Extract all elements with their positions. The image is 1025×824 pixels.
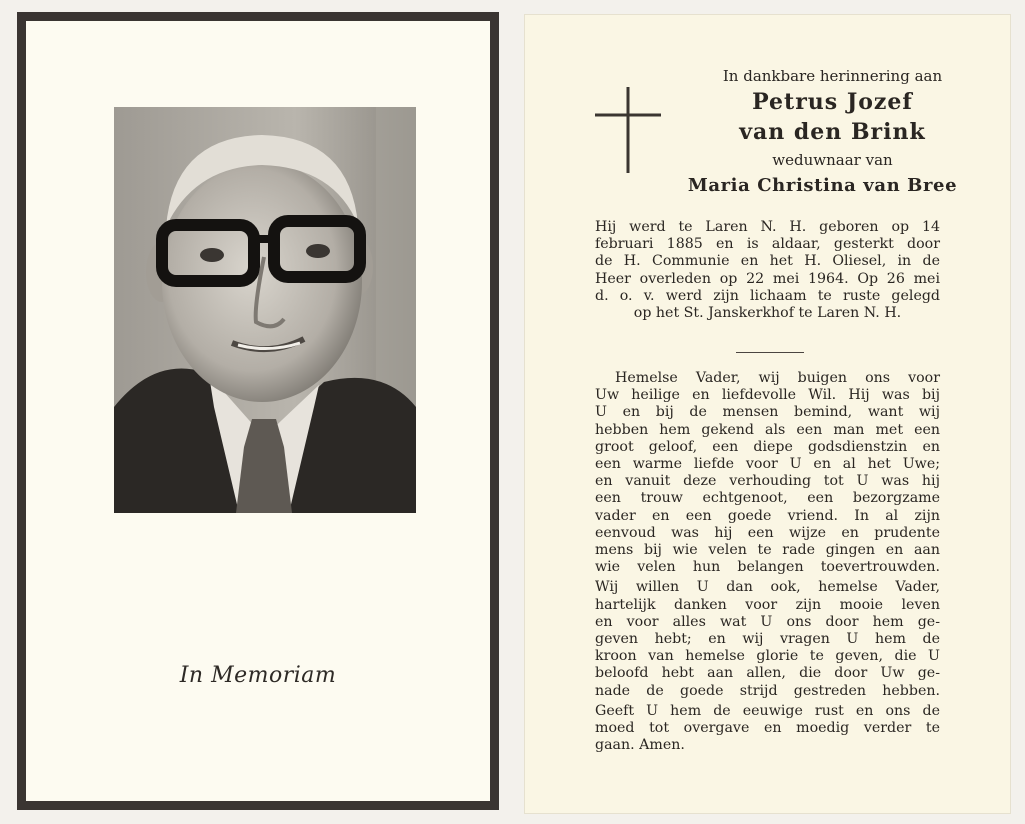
prayer-line: beloofd hebt aan allen, die door Uw ge- (595, 665, 940, 682)
section-divider (736, 352, 804, 353)
prayer-text (595, 358, 940, 754)
prayer-line: Geeft U hem de eeuwige rust en ons de (595, 702, 940, 719)
prayer-line: kroon van hemelse glorie te geven, die U (595, 648, 940, 665)
prayer-line: een warme liefde voor U en al het Uwe; (595, 456, 940, 473)
memorial-card-back (524, 14, 1011, 814)
prayer-line: gaan. Amen. (595, 737, 685, 754)
prayer-line: en voor alles wat U ons door hem ge- (595, 613, 940, 630)
bio-line: Hij werd te Laren N. H. geboren op 14 (595, 219, 940, 235)
prayer-line: wie velen hun belangen toevertrouwden. (595, 559, 940, 576)
bio-line: de H. Communie en het H. Oliesel, in de (595, 253, 940, 270)
cross-icon (593, 85, 663, 175)
bio-line: d. o. v. werd zijn lichaam te ruste gelegd (595, 287, 940, 304)
portrait-photo (114, 107, 416, 513)
prayer-line: Hemelse Vader, wij buigen ons voor (615, 370, 940, 386)
widower-text: weduwnaar van (772, 151, 893, 169)
deceased-name-line2: van den Brink (739, 119, 926, 145)
memorial-card-front (17, 12, 499, 810)
prayer-line: Wij willen U dan ook, hemelse Vader, (595, 579, 940, 596)
prayer-line: een trouw echtgenoot, een bezorgzame (595, 490, 940, 507)
deceased-name-line1: Petrus Jozef (752, 89, 913, 115)
bio-line: op het St. Janskerkhof te Laren N. H. (633, 305, 902, 322)
dedication-heading (675, 65, 990, 199)
prayer-line: nade de goede strijd gestreden hebben. (595, 682, 940, 699)
spouse-name: Maria Christina van Bree (687, 175, 958, 196)
prayer-line: geven hebt; en wij vragen U hem de (595, 631, 940, 648)
in-memoriam-title: In Memoriam (179, 663, 337, 688)
prayer-line: moed tot overgave en moedig verder te (595, 720, 940, 737)
prayer-line: Uw heilige en liefdevolle Wil. Hij was bij (595, 387, 940, 404)
prayer-line: en vanuit deze verhouding tot U was hij (595, 473, 940, 490)
prayer-line: vader en een goede vriend. In al zijn (595, 507, 940, 524)
bio-line: februari 1885 en is aldaar, gesterkt door (595, 236, 940, 253)
bio-line: Heer overleden op 22 mei 1964. Op 26 mei (595, 270, 940, 287)
biography-text (595, 219, 940, 322)
prayer-line: hartelijk danken voor zijn mooie leven (595, 596, 940, 613)
card-front-inner (26, 21, 490, 801)
prayer-line: hebben hem gekend als een man met een (595, 421, 940, 438)
prayer-line: eenvoud was hij een wijze en prudente (595, 524, 940, 541)
intro-text: In dankbare herinnering aan (722, 67, 943, 85)
prayer-line: groot geloof, een diepe godsdienstzin en (595, 438, 940, 455)
prayer-line: mens bij wie velen te rade gingen en aan (595, 542, 940, 559)
prayer-line: U en bij de mensen bemind, want wij (595, 404, 940, 421)
